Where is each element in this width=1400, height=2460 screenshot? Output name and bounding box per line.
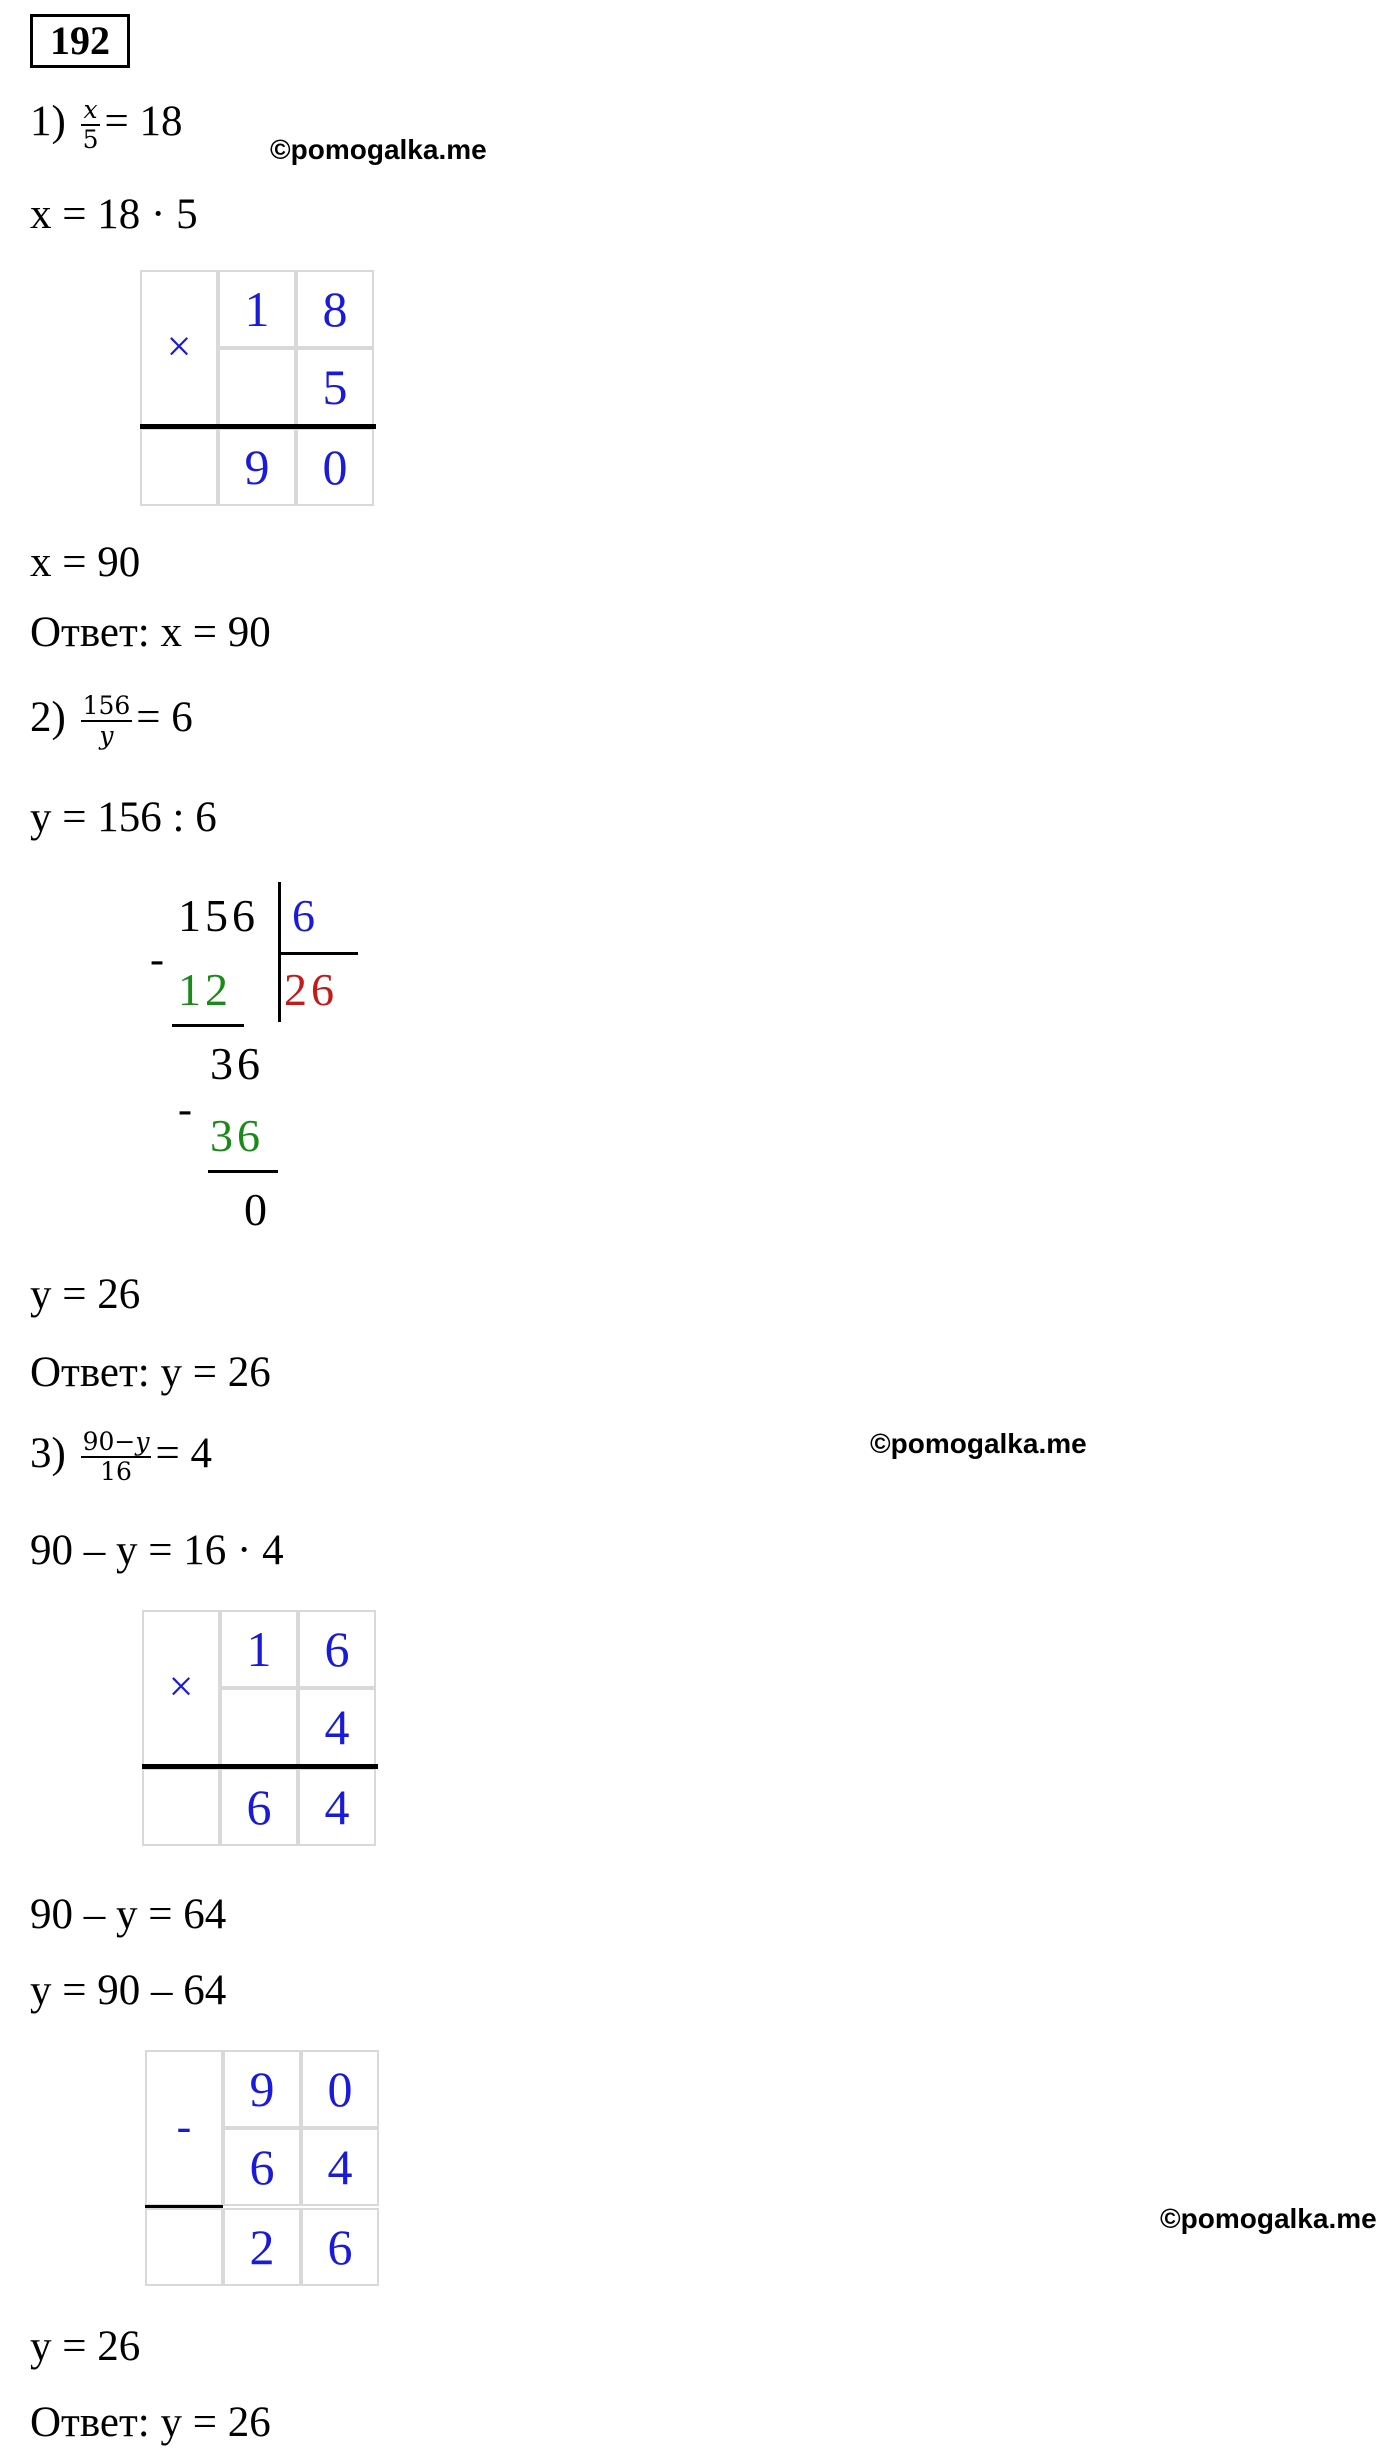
minus-sign: -: [150, 937, 168, 983]
part1-label: 1): [30, 97, 66, 145]
divisor: 6: [292, 890, 319, 941]
part2-frac-num: 156: [82, 691, 131, 720]
part3-line2: 90 – y = 16 · 4: [30, 1527, 284, 1574]
part1-line2: x = 18 · 5: [30, 191, 198, 238]
part3-line4: y = 90 – 64: [30, 1967, 227, 2014]
result-rule: [145, 2205, 223, 2208]
part3-frac-num: [81, 1428, 152, 1458]
part3-frac-num-a: 90: [82, 1427, 115, 1456]
multiply-sign: ×: [142, 1610, 220, 1766]
grid-cell: [218, 348, 296, 426]
result-rule: [140, 424, 376, 429]
grid-cell: 4: [298, 1768, 376, 1846]
grid-cell: 6: [220, 1768, 298, 1846]
grid-cell: 6: [223, 2128, 301, 2206]
result-rule: [142, 1764, 378, 1769]
grid-cell: 4: [298, 1688, 376, 1766]
part2-rhs: = 6: [136, 693, 193, 741]
grid-cell: 8: [296, 270, 374, 348]
grid-cell: [140, 428, 218, 506]
part3-frac-num-op: −: [114, 1427, 136, 1456]
grid-cell: 4: [301, 2128, 379, 2206]
grid-cell: [145, 2208, 223, 2286]
grid-cell: 9: [218, 428, 296, 506]
part3-label: 3): [30, 1429, 66, 1477]
part1-frac-num: x: [81, 96, 101, 126]
quotient: 26: [284, 964, 338, 1015]
part2-equation: [30, 692, 193, 750]
part2-answer: Ответ: y = 26: [30, 1349, 271, 1396]
part2-line3: y = 26: [30, 1271, 141, 1318]
minus-sign: -: [145, 2050, 223, 2206]
grid-cell: 6: [301, 2208, 379, 2286]
part1-equation: [30, 96, 183, 154]
final-remainder: 0: [244, 1184, 271, 1235]
grid-cell: 1: [220, 1610, 298, 1688]
step2-rule: [208, 1170, 278, 1173]
part3-frac-den: 16: [100, 1457, 132, 1486]
dividend: 156: [178, 890, 259, 941]
part3-line5: y = 26: [30, 2323, 141, 2370]
grid-cell: 2: [223, 2208, 301, 2286]
grid-cell: 0: [296, 428, 374, 506]
watermark-3: ©pomogalka.me: [1160, 2203, 1377, 2234]
part1-fraction: [81, 96, 101, 154]
grid-cell: [220, 1688, 298, 1766]
part2-label: 2): [30, 693, 66, 741]
part2-fraction: [81, 692, 133, 750]
division-bar-horizontal: [278, 952, 358, 955]
part3-line3: 90 – y = 64: [30, 1891, 227, 1938]
task-number: 192: [30, 14, 130, 68]
step1-rule: [172, 1024, 244, 1027]
part2-frac-den: y: [99, 721, 114, 750]
part1-rhs: = 18: [104, 97, 183, 145]
step2-subtrahend: 36: [210, 1110, 264, 1161]
grid-cell: 6: [298, 1610, 376, 1688]
part1-frac-den: 5: [82, 125, 99, 154]
part2-line2: y = 156 : 6: [30, 794, 217, 841]
part3-frac-num-b: y: [135, 1427, 150, 1456]
grid-cell: 1: [218, 270, 296, 348]
grid-cell: 9: [223, 2050, 301, 2128]
part3-equation: [30, 1428, 212, 1486]
multiply-sign: ×: [140, 270, 218, 426]
step1-remainder: 36: [210, 1038, 264, 1089]
part3-fraction: [81, 1428, 152, 1486]
step1-subtrahend: 12: [178, 964, 232, 1015]
minus-sign: -: [178, 1087, 196, 1133]
part3-rhs: = 4: [155, 1429, 212, 1477]
part1-line3: x = 90: [30, 539, 141, 586]
grid-cell: 0: [301, 2050, 379, 2128]
watermark-1: ©pomogalka.me: [270, 134, 487, 165]
grid-cell: [142, 1768, 220, 1846]
part1-answer: Ответ: x = 90: [30, 609, 271, 656]
watermark-2: ©pomogalka.me: [870, 1428, 1087, 1459]
grid-cell: 5: [296, 348, 374, 426]
part3-answer: Ответ: y = 26: [30, 2399, 271, 2446]
